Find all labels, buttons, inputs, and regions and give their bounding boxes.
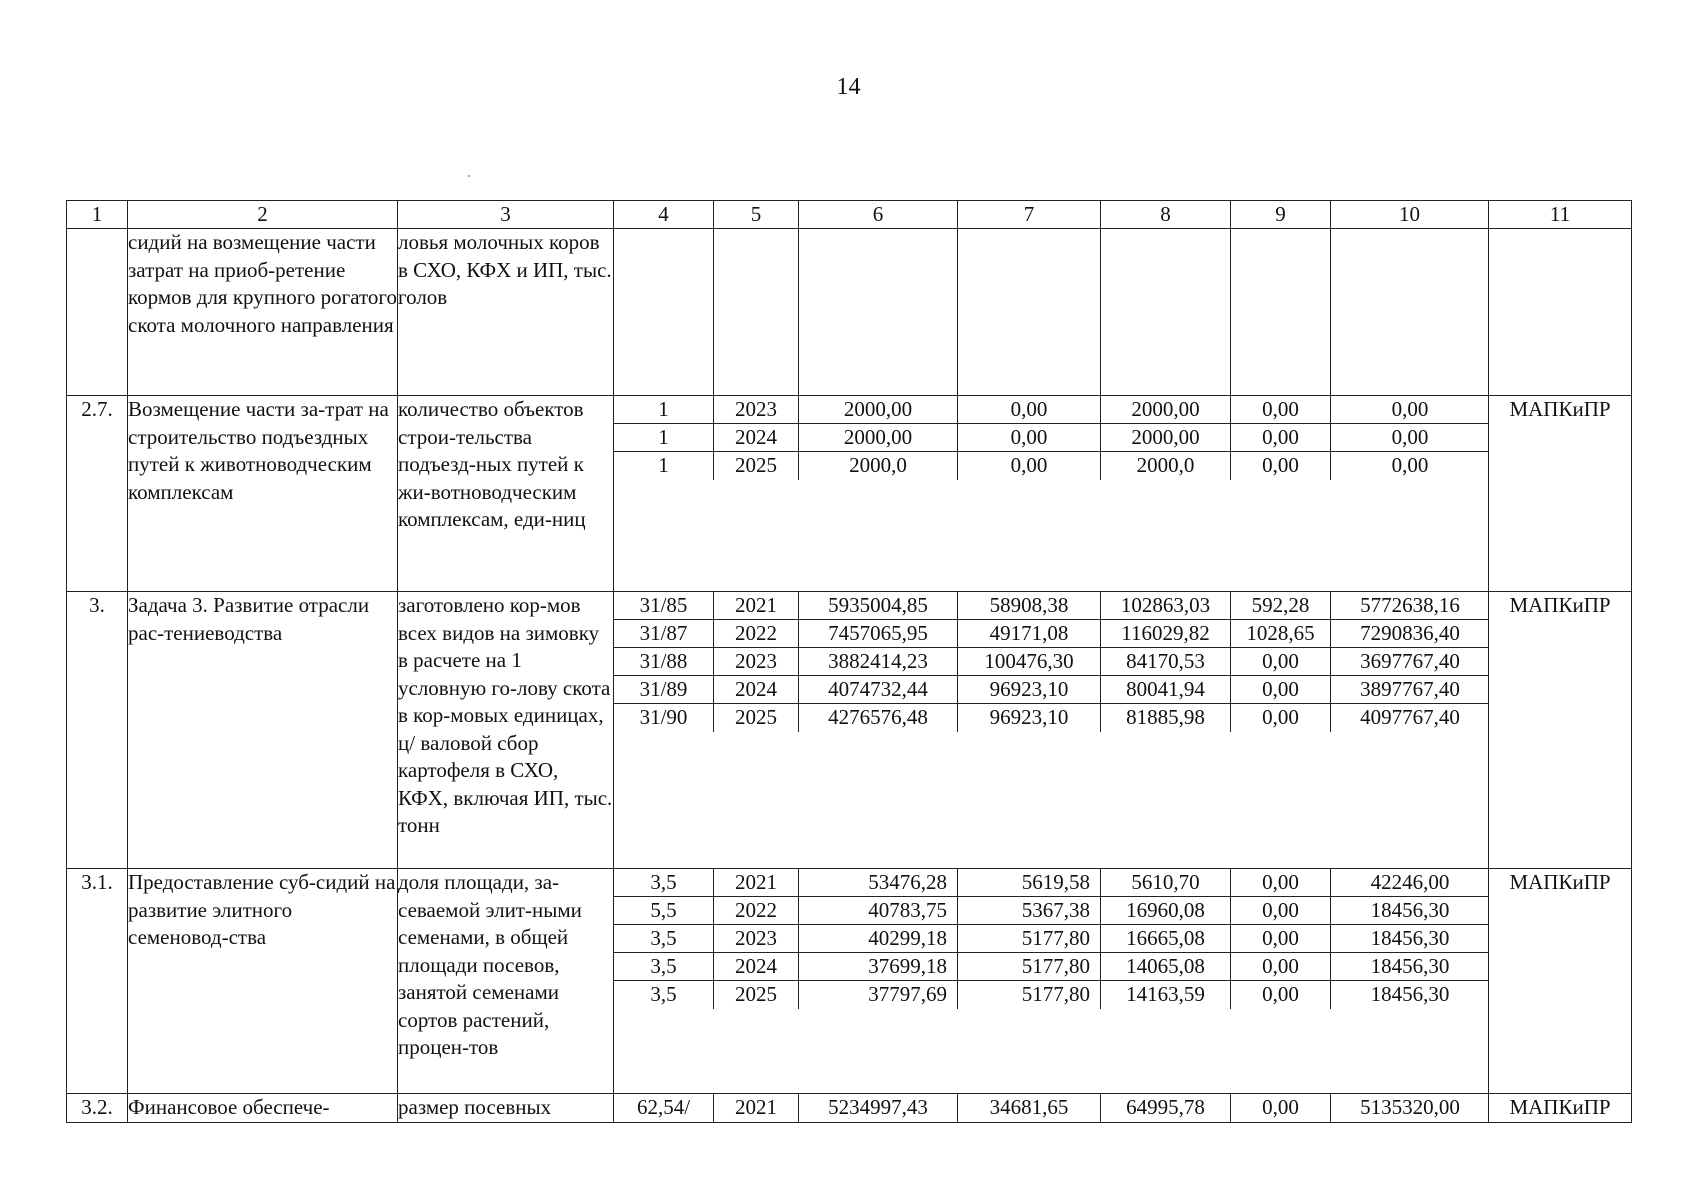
value-cell: 2000,0 xyxy=(799,452,958,480)
value-cell: 62,54/ xyxy=(614,1094,714,1122)
value-cell: 0,00 xyxy=(1231,1094,1331,1122)
value-cell: 49171,08 xyxy=(958,620,1101,648)
value-cell: 31/90 xyxy=(614,704,714,732)
value-cell: 40299,18 xyxy=(799,925,958,953)
table-row xyxy=(67,592,1632,869)
value-row xyxy=(614,396,1488,424)
value-cell: 5135320,00 xyxy=(1360,1095,1460,1119)
column-header: 9 xyxy=(1231,201,1331,229)
value-cell: 42246,00 xyxy=(1331,869,1489,897)
value-cell: 3882414,23 xyxy=(799,648,958,676)
value-cell: 4097767,40 xyxy=(1360,705,1460,729)
column-header: 6 xyxy=(799,201,958,229)
value-cell: 37699,18 xyxy=(799,953,958,981)
row-responsible xyxy=(1489,229,1632,396)
value-cell: 18456,30 xyxy=(1370,982,1450,1006)
column-header: 4 xyxy=(614,201,714,229)
value-cell: 2023 xyxy=(714,648,799,676)
row-indicator: ловья молочных коров в СХО, КФХ и ИП, тыс. голов xyxy=(398,229,614,396)
value-cell: 2000,00 xyxy=(1101,396,1231,424)
row-responsible: МАПКиПР xyxy=(1489,396,1632,592)
value-cell: 0,00 xyxy=(1231,396,1331,424)
value-cell: 2021 xyxy=(714,869,799,897)
value-cell: 2024 xyxy=(714,953,799,981)
value-cell: 96923,10 xyxy=(958,676,1101,704)
value-cell: 1 xyxy=(614,424,714,452)
row-indicator: доля площади, за-севаемой элит-ными семенами, в общей площади посевов, занятой семенами сортов растений, процен-тов xyxy=(398,869,614,1094)
value-cell: 2024 xyxy=(714,424,799,452)
value-cell: 3,5 xyxy=(614,953,714,981)
value-cell: 2024 xyxy=(714,676,799,704)
value-cell: 31/85 xyxy=(614,592,714,620)
value-cell: 7290836,40 xyxy=(1331,620,1489,648)
row-responsible: МАПКиПР xyxy=(1489,592,1632,869)
value-cell: 14163,59 xyxy=(1101,981,1231,1009)
value-cell: 0,00 xyxy=(1331,424,1489,452)
value-cell: 2025 xyxy=(714,704,799,732)
value-cell: 0,00 xyxy=(1231,869,1331,897)
value-cell: 0,00 xyxy=(1231,897,1331,925)
value-cell: 0,00 xyxy=(1231,953,1331,981)
value-row xyxy=(614,897,1488,925)
value-cell: 1 xyxy=(614,452,714,480)
value-row xyxy=(614,620,1488,648)
value-cell: 5,5 xyxy=(614,897,714,925)
value-cell: 31/88 xyxy=(614,648,714,676)
value-cell: 3,5 xyxy=(614,981,714,1009)
value-cell: 2023 xyxy=(714,396,799,424)
value-cell: 3,5 xyxy=(614,869,714,897)
column-header: 11 xyxy=(1489,201,1632,229)
value-cell: 0,00 xyxy=(958,396,1101,424)
value-cell: 3697767,40 xyxy=(1331,648,1489,676)
column-header: 7 xyxy=(958,201,1101,229)
value-cell: 2000,00 xyxy=(799,424,958,452)
row-id: 3.2. xyxy=(67,1094,128,1123)
value-row xyxy=(614,953,1488,981)
row-indicator: размер посевных xyxy=(398,1094,614,1123)
value-cell: 18456,30 xyxy=(1331,925,1489,953)
value-cell: 16960,08 xyxy=(1101,897,1231,925)
value-cell: 5772638,16 xyxy=(1331,592,1489,620)
value-cell: 0,00 xyxy=(1231,676,1331,704)
row-name: Предоставление суб-сидий на развитие элитного семеновод-ства xyxy=(128,869,398,1094)
column-number-row xyxy=(67,201,1632,229)
value-cell: 0,00 xyxy=(1231,925,1331,953)
value-cell: 34681,65 xyxy=(958,1094,1101,1122)
values-grid xyxy=(614,396,1489,592)
value-cell: 2000,0 xyxy=(1101,452,1231,480)
value-cell: 37797,69 xyxy=(799,981,958,1009)
value-cell: 40783,75 xyxy=(799,897,958,925)
value-cell: 64995,78 xyxy=(1101,1094,1231,1122)
value-cell: 0,00 xyxy=(958,424,1101,452)
value-cell: 102863,03 xyxy=(1101,592,1231,620)
value-cell: 31/87 xyxy=(614,620,714,648)
row-name: Возмещение части за-трат на строительство подъездных путей к животноводческим комплексам xyxy=(128,396,398,592)
column-header: 3 xyxy=(398,201,614,229)
value-cell: 5177,80 xyxy=(958,925,1101,953)
value-cell: 2025 xyxy=(714,452,799,480)
value-cell: 0,00 xyxy=(1231,424,1331,452)
value-cell: 1 xyxy=(614,396,714,424)
value-cell: 5367,38 xyxy=(958,897,1101,925)
value-cell: 116029,82 xyxy=(1101,620,1231,648)
value-cell: 2025 xyxy=(714,981,799,1009)
row-name: Задача 3. Развитие отрасли рас-тениеводства xyxy=(128,592,398,869)
row-id: 2.7. xyxy=(67,396,128,592)
value-cell: 0,00 xyxy=(1331,396,1489,424)
value-cell: 14065,08 xyxy=(1101,953,1231,981)
value-row xyxy=(614,676,1488,704)
value-cell: 5177,80 xyxy=(958,981,1101,1009)
value-row xyxy=(614,452,1488,480)
value-cell: 0,00 xyxy=(958,452,1101,480)
table-row xyxy=(67,229,1632,396)
column-header: 8 xyxy=(1101,201,1231,229)
value-row xyxy=(614,648,1488,676)
scan-speck xyxy=(468,175,470,177)
column-header: 10 xyxy=(1331,201,1489,229)
value-row xyxy=(614,925,1488,953)
value-row xyxy=(614,981,1488,1009)
value-cell: 18456,30 xyxy=(1331,953,1489,981)
value-cell: 16665,08 xyxy=(1101,925,1231,953)
value-cell: 7457065,95 xyxy=(799,620,958,648)
column-header: 2 xyxy=(128,201,398,229)
table-row xyxy=(67,1094,1632,1123)
row-id xyxy=(67,229,128,396)
value-cell: 96923,10 xyxy=(958,704,1101,732)
row-indicator: количество объектов строи-тельства подъезд-ных путей к жи-вотноводческим комплексам, еди-ниц xyxy=(398,396,614,592)
value-cell: 5610,70 xyxy=(1101,869,1231,897)
value-cell: 2022 xyxy=(714,620,799,648)
value-row xyxy=(614,592,1488,620)
page-number: 14 xyxy=(836,74,861,100)
value-row xyxy=(614,704,1488,732)
table-row xyxy=(67,396,1632,592)
row-id: 3.1. xyxy=(67,869,128,1094)
row-id: 3. xyxy=(67,592,128,869)
value-cell: 5177,80 xyxy=(958,953,1101,981)
column-header: 5 xyxy=(714,201,799,229)
row-name: Финансовое обеспече- xyxy=(128,1094,398,1123)
values-grid xyxy=(614,592,1489,869)
value-row xyxy=(614,869,1488,897)
value-cell: 0,00 xyxy=(1231,704,1331,732)
value-cell: 2021 xyxy=(714,1094,799,1122)
value-cell: 80041,94 xyxy=(1101,676,1231,704)
value-cell: 31/89 xyxy=(614,676,714,704)
value-cell: 100476,30 xyxy=(958,648,1101,676)
value-cell: 81885,98 xyxy=(1101,704,1231,732)
value-cell: 5935004,85 xyxy=(799,592,958,620)
value-cell: 84170,53 xyxy=(1101,648,1231,676)
value-cell: 58908,38 xyxy=(958,592,1101,620)
value-cell: 4074732,44 xyxy=(799,676,958,704)
value-cell: 592,28 xyxy=(1231,592,1331,620)
value-cell: 5234997,43 xyxy=(799,1094,958,1122)
value-cell: 2000,00 xyxy=(1101,424,1231,452)
values-grid xyxy=(614,1094,1489,1123)
row-name: сидий на возмещение части затрат на приоб-ретение кормов для крупного рогатого скота молочного направления xyxy=(128,229,398,396)
table-row xyxy=(67,869,1632,1094)
value-cell: 3897767,40 xyxy=(1331,676,1489,704)
value-cell: 1028,65 xyxy=(1231,620,1331,648)
row-responsible: МАПКиПР xyxy=(1489,869,1632,1094)
value-cell: 0,00 xyxy=(1391,453,1429,477)
value-row xyxy=(614,1094,1488,1122)
value-cell: 0,00 xyxy=(1231,981,1331,1009)
row-indicator: заготовлено кор-мов всех видов на зимовку в расчете на 1 условную го-лову скота в кор-мовых единицах, ц/ валовой сбор картофеля в СХО, КФХ, включая ИП, тыс. тонн xyxy=(398,592,614,869)
value-row xyxy=(614,424,1488,452)
value-cell: 18456,30 xyxy=(1331,897,1489,925)
value-cell: 2000,00 xyxy=(799,396,958,424)
value-cell: 2021 xyxy=(714,592,799,620)
value-cell: 3,5 xyxy=(614,925,714,953)
value-cell: 0,00 xyxy=(1231,452,1331,480)
row-responsible: МАПКиПР xyxy=(1489,1094,1632,1123)
value-cell: 53476,28 xyxy=(799,869,958,897)
program-table xyxy=(66,200,1632,1123)
column-header: 1 xyxy=(67,201,128,229)
value-cell: 0,00 xyxy=(1231,648,1331,676)
value-cell: 5619,58 xyxy=(958,869,1101,897)
values-grid xyxy=(614,869,1489,1094)
value-cell: 4276576,48 xyxy=(799,704,958,732)
value-cell: 2022 xyxy=(714,897,799,925)
value-cell: 2023 xyxy=(714,925,799,953)
